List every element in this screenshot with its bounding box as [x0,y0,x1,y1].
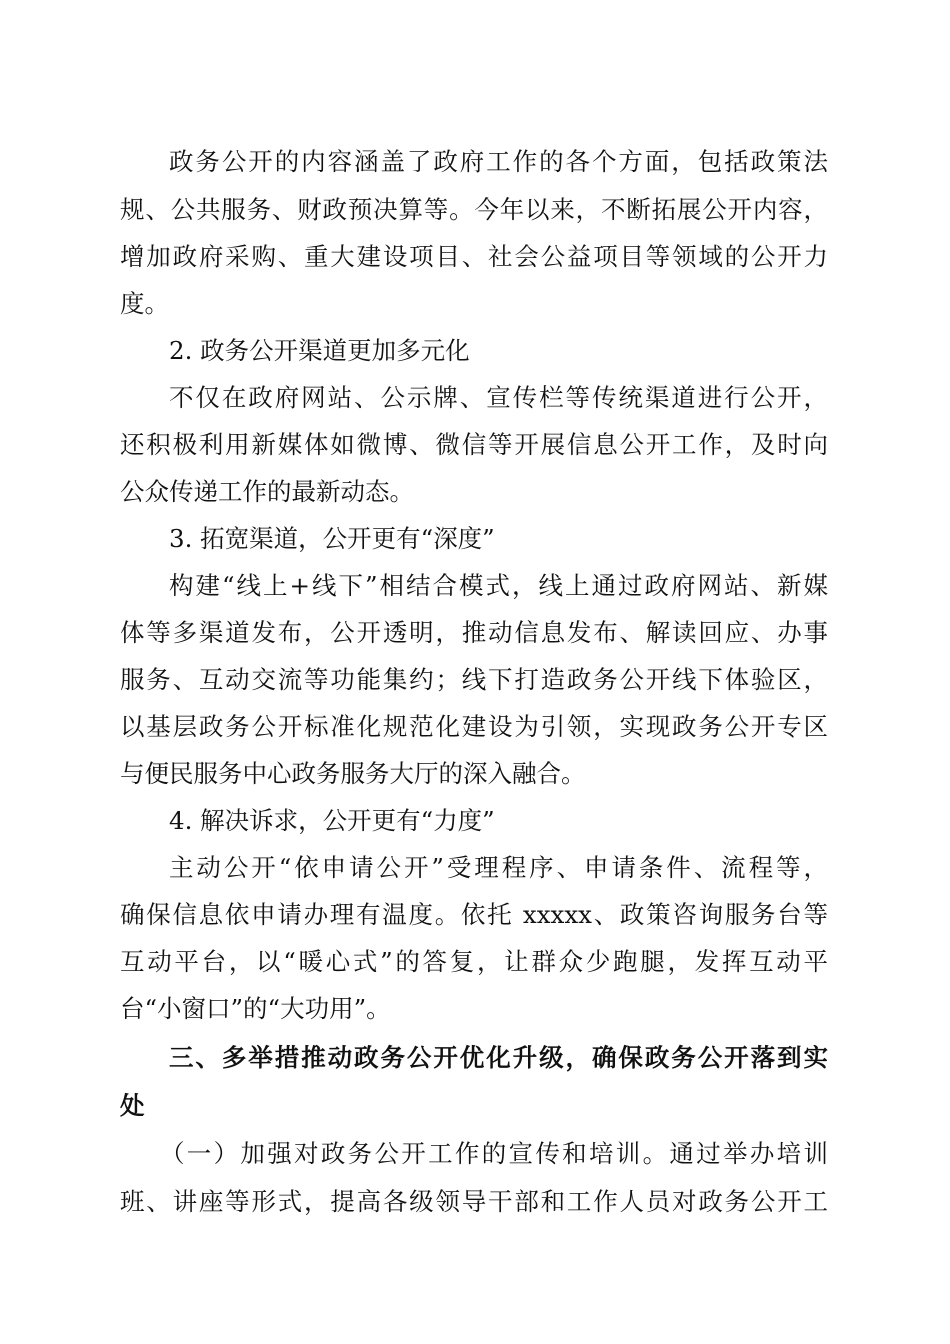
paragraph-line: 服务、互动交流等功能集约；线下打造政务公开线下体验区， [120,665,828,694]
paragraph-line: 互动平台，以“暖心式”的答复，让群众少跑腿，发挥互动平 [120,947,828,976]
section-heading: 4. 解决诉求，公开更有“力度” [169,806,495,835]
paragraph-line: 以基层政务公开标准化规范化建设为引领，实现政务公开专区 [120,712,828,741]
paragraph-line: 还积极利用新媒体如微博、微信等开展信息公开工作，及时向 [120,430,828,459]
paragraph-line: 主动公开“依申请公开”受理程序、申请条件、流程等， [169,853,828,882]
paragraph-line: 体等多渠道发布，公开透明，推动信息发布、解读回应、办事 [120,618,828,647]
section-heading: 2. 政务公开渠道更加多元化 [169,336,470,365]
paragraph-line: 政务公开的内容涵盖了政府工作的各个方面，包括政策法 [169,147,828,176]
paragraph-line: 构建“线上+线下”相结合模式，线上通过政府网站、新媒 [169,571,828,600]
paragraph-line: 与便民服务中心政务服务大厅的深入融合。 [120,759,586,788]
paragraph-line: 台“小窗口”的“大功用”。 [120,994,391,1023]
part-heading: 三、多举措推动政务公开优化升级，确保政务公开落到实 [169,1043,828,1072]
paragraph-line: 不仅在政府网站、公示牌、宣传栏等传统渠道进行公开， [169,383,828,412]
paragraph-line: 增加政府采购、重大建设项目、社会公益项目等领域的公开力 [120,242,828,271]
paragraph-line: 公众传递工作的最新动态。 [120,477,414,506]
paragraph-line: 班、讲座等形式，提高各级领导干部和工作人员对政务公开工 [120,1187,828,1216]
paragraph-line: 度。 [120,289,169,318]
section-heading: 3. 拓宽渠道，公开更有“深度” [169,524,495,553]
paragraph-line: （一）加强对政务公开工作的宣传和培训。通过举办培训 [160,1139,828,1168]
paragraph-line: 确保信息依申请办理有温度。依托 xxxxx、政策咨询服务台等 [120,900,828,929]
paragraph-line: 规、公共服务、财政预决算等。今年以来，不断拓展公开内容， [120,195,828,224]
part-heading: 处 [120,1091,145,1120]
